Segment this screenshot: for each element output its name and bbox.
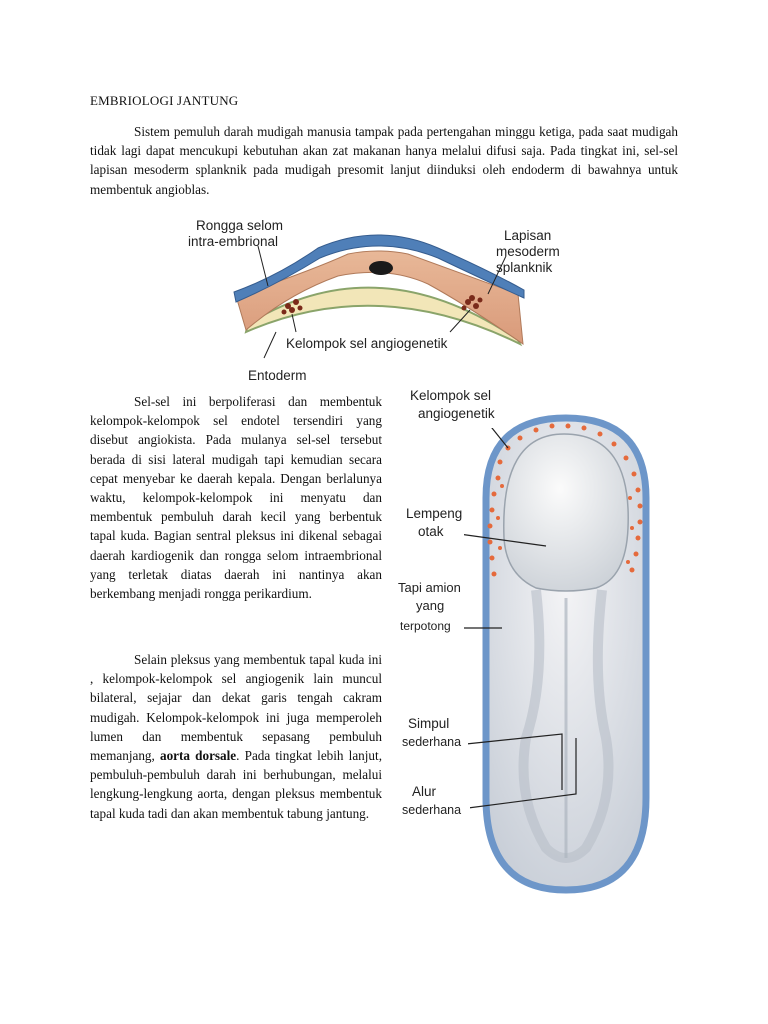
embryo-figure: [396, 378, 671, 908]
label-simpul-1: Simpul: [408, 716, 450, 731]
page-title: EMBRIOLOGI JANTUNG: [90, 93, 239, 108]
paragraph-intro-text: Sistem pemuluh darah mudigah manusia tampak pada pertengahan minggu ketiga, pada saat mudigah tidak lagi dapat mencukupi kebutuhan akan zat makanan hanya melalui difusi saja. Pada tingkat ini, sel-sel lapisan mesoderm splanknik pada mudigah presomit lanjut diinduksi oleh endoderm di bawahnya untuk membentuk angioblas.: [90, 124, 678, 197]
label-lempeng-2: otak: [418, 524, 444, 539]
paragraph-angiokista: [90, 392, 382, 603]
label-simpul-2: sederhana: [402, 735, 462, 749]
label-rongga-2: intra-embrional: [188, 234, 279, 249]
paragraph-intro: [90, 122, 678, 199]
label-kelompok-sel: Kelompok sel angiogenetik: [286, 336, 448, 351]
label-rongga-1: Rongga selom: [196, 218, 284, 233]
label-alur-1: Alur: [412, 784, 437, 799]
label-lapisan-2: mesoderm: [496, 244, 560, 259]
paragraph-aorta: [90, 650, 382, 823]
label-tapi-1: Tapi amion: [398, 580, 461, 595]
label-lapisan-1: Lapisan: [504, 228, 552, 243]
paragraph-aorta-text-1: Selain pleksus yang membentuk tapal kuda ini , kelompok-kelompok sel angiogenik lain muncul bilateral, sejajar dan dekat garis tengah cakram mudigah. Kelompok-kelompok ini juga memperoleh lumen dan membentuk sepasang pembuluh memanjang,: [90, 652, 382, 764]
brain-plate: [504, 434, 628, 591]
notochord-dot: [369, 261, 393, 275]
label-kelompok-1: Kelompok sel: [410, 388, 492, 403]
cross-section-figure: [188, 214, 573, 386]
label-kelompok-2: angiogenetik: [418, 406, 495, 421]
label-tapi-2: yang: [416, 598, 445, 613]
label-lapisan-3: splanknik: [496, 260, 553, 275]
label-alur-2: sederhana: [402, 803, 462, 817]
label-lempeng-1: Lempeng: [406, 506, 463, 521]
paragraph-aorta-text-2: . Pada tingkat lebih lanjut, pembuluh-pembuluh darah ini berhubungan, melalui lengkung-lengkung aorta, dengan pleksus membentuk tapal kuda tadi dan akan membentuk tabung jantung.: [90, 748, 382, 821]
label-tapi-3: terpotong: [400, 619, 451, 633]
label-entoderm: Entoderm: [248, 368, 307, 383]
paragraph-angiokista-text: Sel-sel ini berpoliferasi dan membentuk kelompok-kelompok sel endotel tersendiri yang disebut angiokista. Pada mulanya sel-sel tersebut berada di sisi lateral mudigah tapi kemudian secara cepat menyebar ke daerah kepala. Dengan berlalunya waktu, kelompok-kelompok ini menyatu dan membentuk pembuluh darah kecil yang berbentuk tapal kuda. Bagian sentral pleksus ini dikenal sebagai daerah kardiogenik dan rongga selom intraembrional yang terletak diatas daerah ini nantinya akan berkembang menjadi rongga perikardium.: [90, 394, 382, 602]
paragraph-aorta-bold: aorta dorsale: [159, 748, 237, 764]
